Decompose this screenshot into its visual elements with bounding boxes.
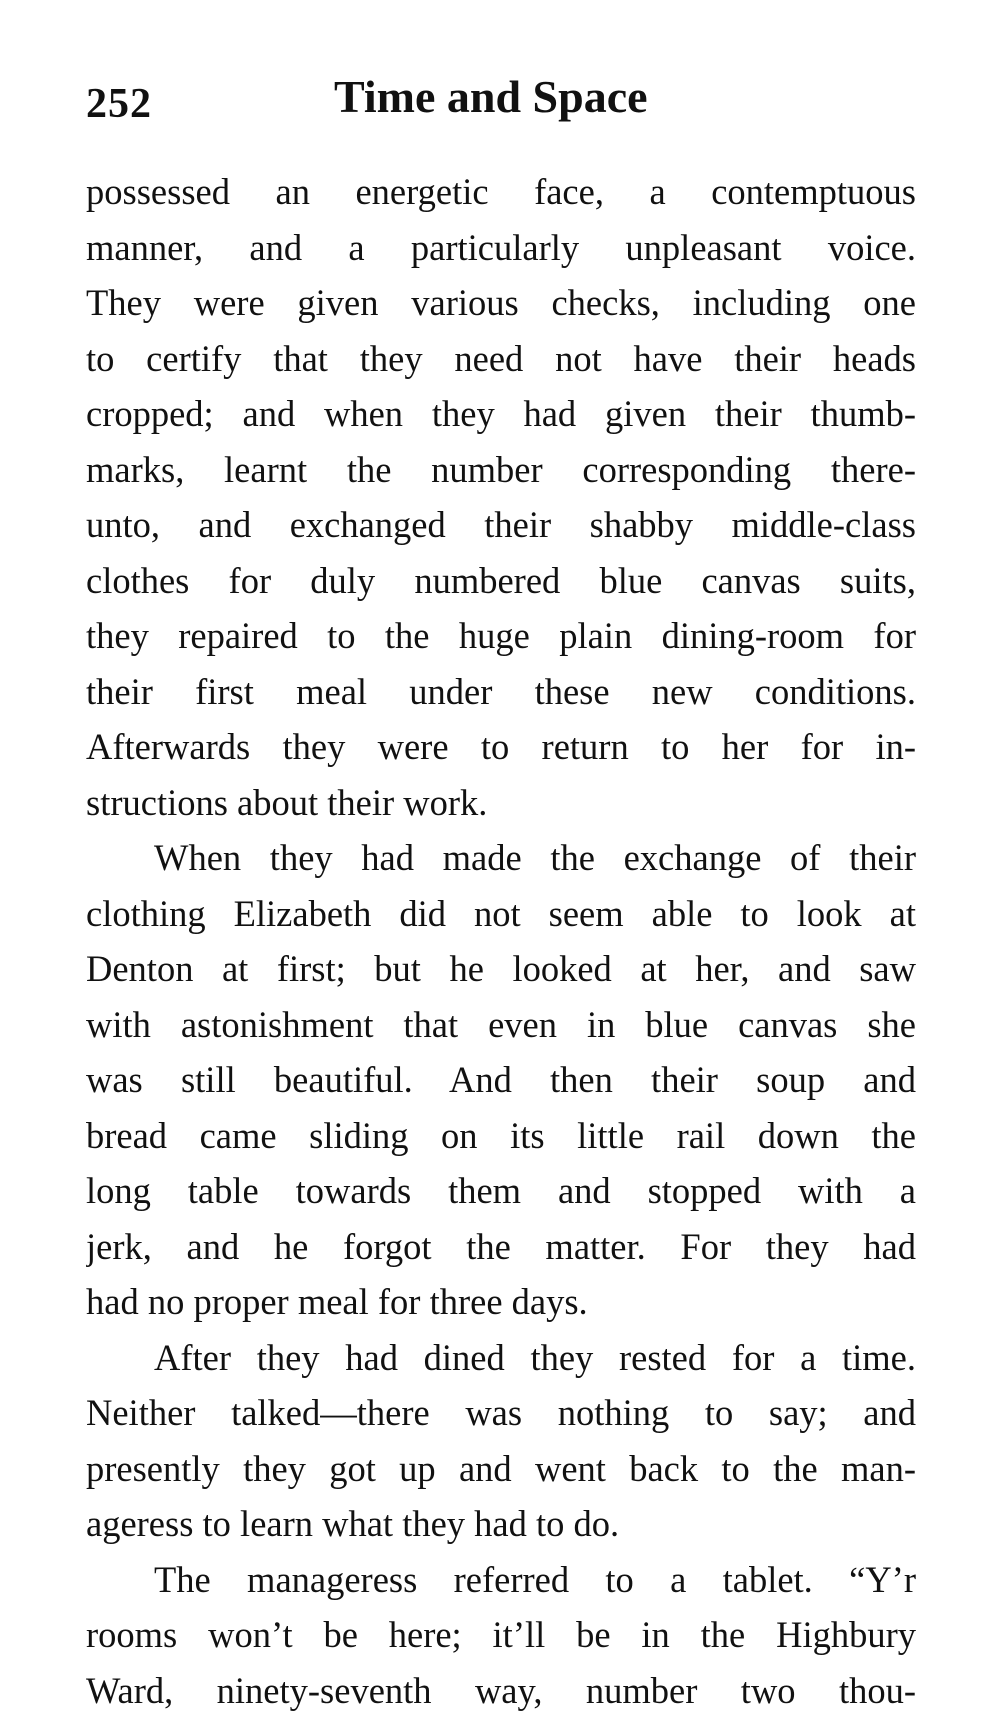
text-line: Neither talked—there was nothing to say; and [86,1385,916,1441]
text-line: When they had made the exchange of their [86,830,916,886]
running-title: Time and Space [334,70,648,123]
text-line: to certify that they need not have their heads [86,331,916,387]
page-number: 252 [86,80,152,128]
text-line: rooms won’t be here; it’ll be in the Highbury [86,1607,916,1663]
running-head [86,70,916,140]
text-line: bread came sliding on its little rail down the [86,1108,916,1164]
text-line: After they had dined they rested for a time. [86,1330,916,1386]
text-line: possessed an energetic face, a contemptuous [86,164,916,220]
text-line: their first meal under these new conditions. [86,664,916,720]
text-line: long table towards them and stopped with a [86,1163,916,1219]
text-line: manner, and a particularly unpleasant voice. [86,220,916,276]
text-line: Ward, ninety-seventh way, number two thou- [86,1663,916,1718]
text-line: Afterwards they were to return to her for in- [86,719,916,775]
text-line: with astonishment that even in blue canvas she [86,997,916,1053]
text-line: They were given various checks, including one [86,275,916,331]
paragraph [86,1330,916,1552]
text-line: jerk, and he forgot the matter. For they had [86,1219,916,1275]
text-line: had no proper meal for three days. [86,1274,916,1330]
body-text [86,164,916,1718]
paragraph [86,164,916,830]
paragraph [86,1552,916,1718]
text-line: they repaired to the huge plain dining-room for [86,608,916,664]
text-line: ageress to learn what they had to do. [86,1496,916,1552]
text-line: presently they got up and went back to the man- [86,1441,916,1497]
text-line: cropped; and when they had given their thumb- [86,386,916,442]
paragraph [86,830,916,1330]
text-line: structions about their work. [86,775,916,831]
text-line: clothes for duly numbered blue canvas suits, [86,553,916,609]
text-line: unto, and exchanged their shabby middle-class [86,497,916,553]
text-line: clothing Elizabeth did not seem able to look at [86,886,916,942]
text-line: was still beautiful. And then their soup and [86,1052,916,1108]
text-line: Denton at first; but he looked at her, and saw [86,941,916,997]
text-line: marks, learnt the number corresponding there- [86,442,916,498]
text-line: The manageress referred to a tablet. “Y’r [86,1552,916,1608]
